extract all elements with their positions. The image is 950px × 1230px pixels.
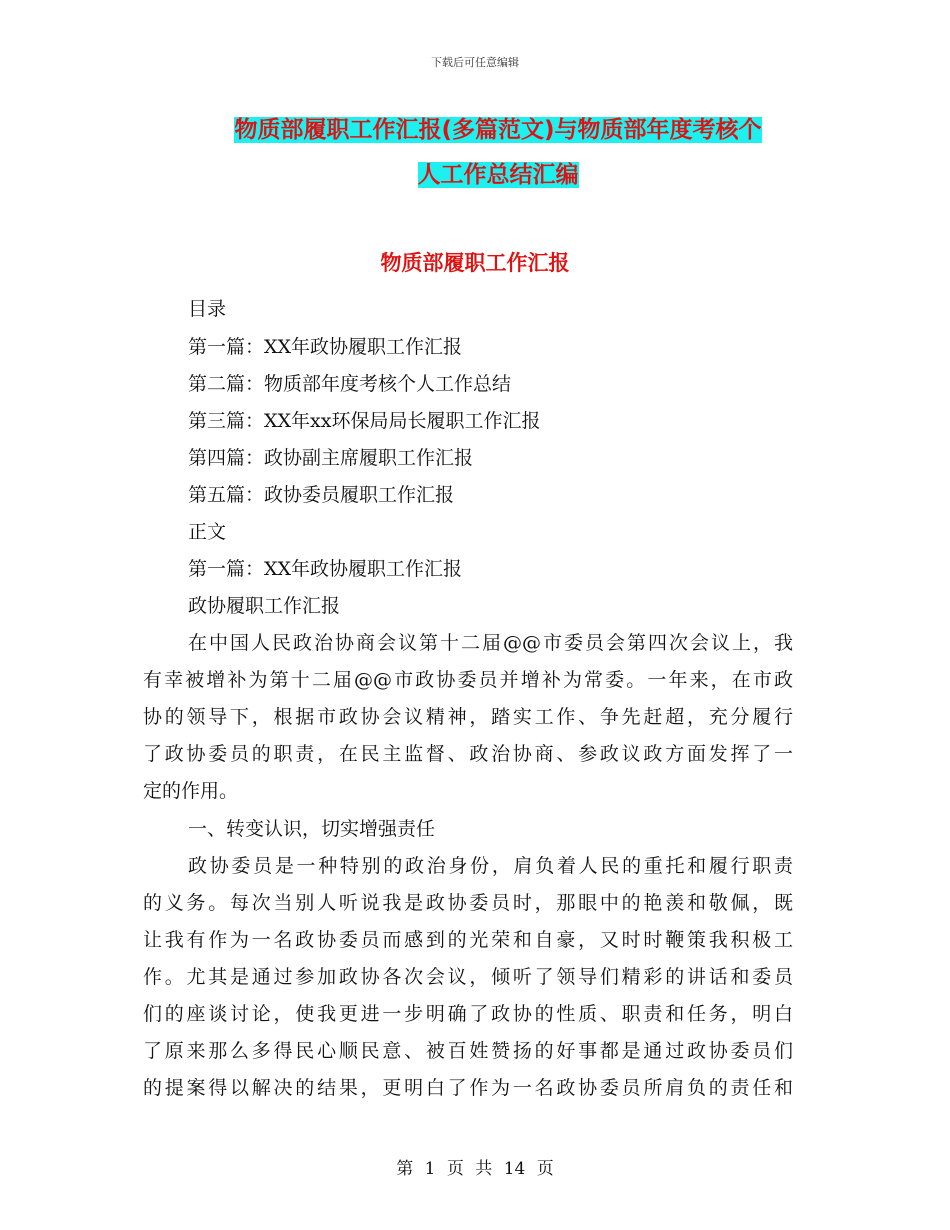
paragraph-line: 有幸被增补为第十二届@@市政协委员并增补为常委。一年来，在市政 (143, 669, 793, 691)
doc-title: 政协履职工作汇报 (188, 595, 341, 617)
paragraph-line: 让我有作为一名政协委员而感到的光荣和自豪，又时时鞭策我积极工 (143, 929, 793, 951)
paragraph-line: 定的作用。 (143, 780, 239, 802)
paragraph-line: 协的领导下，根据市政协会议精神，踏实工作、争先赶超，充分履行 (143, 706, 793, 728)
paragraph-line: 作。尤其是通过参加政协各次会议，倾听了领导们精彩的讲话和委员 (143, 966, 793, 988)
toc-item: 第二篇：物质部年度考核个人工作总结 (188, 373, 512, 395)
toc-item: 第四篇：政协副主席履职工作汇报 (188, 447, 474, 469)
title-highlight-1: 物质部履职工作汇报(多篇范文)与物质部年度考核个 (234, 117, 762, 143)
document-title-line-2 (192, 152, 804, 198)
toc-item: 第三篇：XX年xx环保局局长履职工作汇报 (188, 410, 541, 432)
section-heading: 一、转变认识，切实增强责任 (188, 818, 436, 840)
toc-heading: 目录 (188, 298, 227, 320)
section-title: 第一篇：XX年政协履职工作汇报 (188, 558, 463, 580)
toc-item: 第一篇：XX年政协履职工作汇报 (188, 336, 463, 358)
paragraph-line: 的义务。每次当别人听说我是政协委员时，那眼中的艳羡和敬佩，既 (143, 892, 793, 914)
page-header-note: 下载后可任意编辑 (431, 56, 519, 69)
paragraph-line: 的提案得以解决的结果，更明白了作为一名政协委员所肩负的责任和 (143, 1077, 793, 1099)
paragraph-line: 们的座谈讨论，使我更进一步明确了政协的性质、职责和任务，明白 (143, 1003, 793, 1025)
document-subtitle: 物质部履职工作汇报 (380, 251, 570, 275)
paragraph-line: 政协委员是一种特别的政治身份，肩负着人民的重托和履行职责 (188, 855, 793, 877)
paragraph-line: 在中国人民政治协商会议第十二届@@市委员会第四次会议上，我 (188, 632, 793, 654)
title-highlight-2: 人工作总结汇编 (417, 162, 579, 188)
paragraph-line: 了政协委员的职责，在民主监督、政治协商、参政议政方面发挥了一 (143, 743, 793, 765)
body-heading: 正文 (188, 521, 227, 543)
page-number: 第 1 页 共 14 页 (396, 1159, 554, 1179)
toc-item: 第五篇：政协委员履职工作汇报 (188, 484, 455, 506)
paragraph-line: 了原来那么多得民心顺民意、被百姓赞扬的好事都是通过政协委员们 (143, 1040, 793, 1062)
document-title-line-1 (192, 107, 804, 153)
